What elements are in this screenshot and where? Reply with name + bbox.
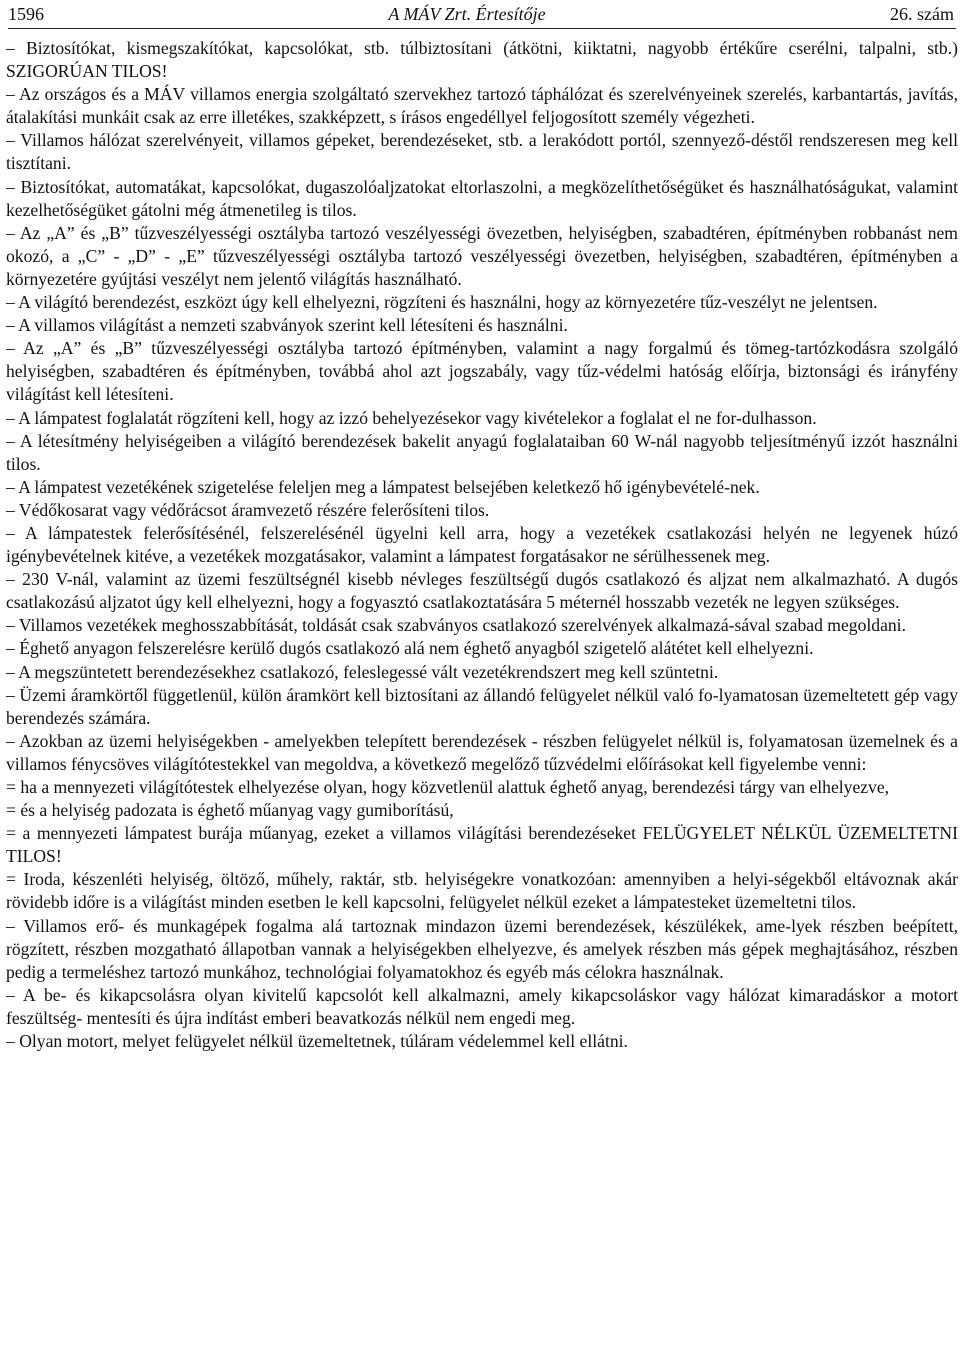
paragraph: – Üzemi áramkörtől függetlenül, külön áramkört kell biztosítani az állandó felügyelet nélkül való fo-lyamatosan üzemeltetett gép vagy berendezés számára.	[6, 684, 958, 728]
paragraph: – Az országos és a MÁV villamos energia szolgáltató szervekhez tartozó táphálózat és szerelvényeinek szerelés, karbantartás, javítás, átalakítási munkáit csak az erre illetékes, szakképzett, s írásos engedéllyel feljogosított személy végezheti.	[6, 84, 958, 128]
paragraph: – Éghető anyagon felszerelésre kerülő dugós csatlakozó alá nem éghető anyagból szigetelő alátétet kell elhelyezni.	[6, 638, 814, 659]
paragraph: – Villamos erő- és munkagépek fogalma alá tartoznak mindazon üzemi berendezések, készülékek, ame-lyek részben beépített, rögzített, részben mozgatható állapotban vannak a helyiségekben elhelyezve, és amelyek részben más gépek meghajtásához, részben pedig a termeléshez tartozó munkához, technológiai folyamatokhoz és egyéb más célokra használnak.	[6, 915, 958, 982]
paragraph: – A megszüntetett berendezésekhez csatlakozó, feleslegessé vált vezetékrendszert meg kell szüntetni.	[6, 661, 719, 682]
header-divider	[8, 28, 956, 29]
paragraph: = ha a mennyezeti világítótestek elhelyezése olyan, hogy közvetlenül alattuk éghető anyag, berendezési tárgy van elhelyezve,	[6, 777, 890, 797]
paragraph: – Villamos hálózat szerelvényeit, villamos gépeket, berendezéseket, stb. a lerakódott portól, szennyező-déstől rendszeresen meg kell tisztítani.	[6, 130, 958, 174]
paragraph: = és a helyiség padozata is éghető műanyag vagy gumiborítású,	[6, 800, 454, 821]
paragraph: – A be- és kikapcsolásra olyan kivitelű kapcsolót kell alkalmazni, amely kikapcsoláskor vagy hálózat kimaradáskor a motort feszültség- mentesíti és újra indítást emberi beavatkozás nélkül nem engedi meg.	[6, 984, 958, 1028]
paragraph: – Az „A” és „B” tűzveszélyességi osztályba tartozó építményben, valamint a nagy forgalmú és tömeg-tartózkodásra szolgáló helyiségben, szabadtéren és építményben, továbbá ahol azt jogszabály, vagy tűz-védelmi hatóság előírja, biztonsági és irányfény világítást kell létesíteni.	[6, 338, 958, 405]
paragraph: – Azokban az üzemi helyiségekben - amelyekben telepített berendezések - részben felügyelet nélkül is, folyamatosan üzemelnek és a villamos fénycsöves világítótestekkel van megoldva, a következő megelőző tűzvédelmi előírásokat kell figyelembe venni:	[6, 730, 958, 774]
paragraph: = Iroda, készenléti helyiség, öltöző, műhely, raktár, stb. helyiségekre vonatkozóan: amennyiben a helyi-ségekből eltávoznak akár rövidebb időre is a világítást minden esetben le kell kapcsolni, felügyelet nélkül ezeket a lámpatesteket üzemeltetni tilos.	[6, 869, 958, 913]
paragraph: – A lámpatestek felerősítésénél, felszerelésénél ügyelni kell arra, hogy a vezetékek csatlakozási helyén ne legyenek húzó igénybevételnek kitéve, a vezetékek mozgatásakor, valamint a lámpatest forgatásakor ne sérülhessenek meg.	[6, 522, 958, 567]
paragraph: – Villamos vezetékek meghosszabbítását, toldását csak szabványos csatlakozó szerelvények alkalmazá-sával szabad megoldani.	[6, 615, 906, 636]
paragraph: – 230 V-nál, valamint az üzemi feszültségnél kisebb névleges feszültségű dugós csatlakozó és aljzat nem alkalmazható. A dugós csatlakozású aljzatot úgy kell elhelyezni, hogy a fogyasztó csatlakoztatására 5 méternél hosszabb vezeték ne legyen szükséges.	[6, 569, 958, 613]
paragraph: – Az „A” és „B” tűzveszélyességi osztályba tartozó veszélyességi övezetben, helyiségben, szabadtéren, építményben robbanást nem okozó, a „C” - „D” - „E” tűzveszélyességi osztályba tartozó veszélyességi övezetben, helyiségben, szabadtéren, építményben a környezetére gyújtási veszélyt nem jelentő világítás használható.	[6, 222, 958, 289]
page-header	[6, 0, 958, 28]
paragraph: = a mennyezeti lámpatest burája műanyag, ezeket a villamos világítási berendezéseket FELÜGYELET NÉLKÜL ÜZEMELTETNI TILOS!	[6, 823, 958, 867]
paragraph: – Olyan motort, melyet felügyelet nélkül üzemeltetnek, túláram védelemmel kell ellátni.	[6, 1031, 628, 1052]
paragraph: – A létesítmény helyiségeiben a világító berendezések bakelit anyagú foglalataiban 60 W-nál nagyobb teljesítményű izzót használni tilos.	[6, 430, 958, 474]
paragraph: – Biztosítókat, kismegszakítókat, kapcsolókat, stb. túlbiztosítani (átkötni, kiiktatni, nagyobb értékűre cserélni, talpalni, stb.) SZIGORÚAN TILOS!	[6, 38, 958, 82]
journal-title: A MÁV Zrt. Értesítője	[388, 4, 546, 24]
paragraph: – Védőkosarat vagy védőrácsot áramvezető részére felerősíteni tilos.	[6, 499, 490, 520]
paragraph: – A villamos világítást a nemzeti szabványok szerint kell létesíteni és használni.	[6, 315, 568, 336]
body-text	[6, 37, 958, 1053]
paragraph: – Biztosítókat, automatákat, kapcsolókat, dugaszolóaljzatokat eltorlaszolni, a megközelíthetőségüket és használhatóságukat, valamint kezelhetőségüket gátolni még átmenetileg is tilos.	[6, 176, 958, 220]
paragraph: – A világító berendezést, eszközt úgy kell elhelyezni, rögzíteni és használni, hogy az környezetére tűz-veszélyt ne jelentsen.	[6, 292, 878, 313]
issue-number: 26. szám	[890, 4, 954, 24]
page-number: 1596	[8, 4, 44, 24]
paragraph: – A lámpatest foglalatát rögzíteni kell, hogy az izzó behelyezésekor vagy kivételekor a foglalat el ne for-dulhasson.	[6, 407, 817, 428]
paragraph: – A lámpatest vezetékének szigetelése feleljen meg a lámpatest belsejében keletkező hő igénybevételé-nek.	[6, 476, 760, 497]
